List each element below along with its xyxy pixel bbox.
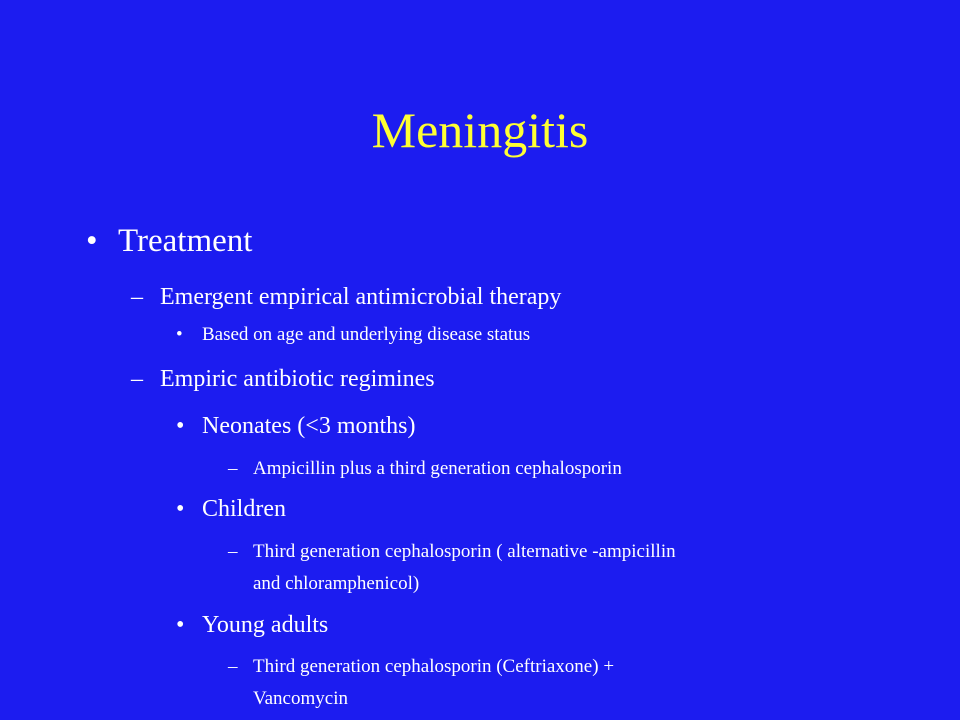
- based-on-item: Based on age and underlying disease status: [202, 324, 531, 345]
- slide-title: Meningitis: [371, 102, 589, 158]
- dash-icon: –: [131, 366, 143, 392]
- neonates-regimen: Ampicillin plus a third generation cephalosporin: [253, 458, 622, 479]
- bullet-icon: •: [176, 324, 183, 345]
- treatment-heading: Treatment: [118, 223, 253, 259]
- emergent-therapy-item: Emergent empirical antimicrobial therapy: [160, 284, 562, 310]
- bullet-icon: •: [176, 496, 185, 522]
- bullet-icon: •: [86, 223, 98, 259]
- young-adults-regimen-line2: Vancomycin: [253, 688, 348, 709]
- young-adults-item: Young adults: [202, 612, 329, 638]
- children-item: Children: [202, 496, 286, 522]
- neonates-item: Neonates (<3 months): [202, 413, 416, 439]
- bullet-icon: •: [176, 413, 185, 439]
- empiric-regimens-item: Empiric antibiotic regimines: [160, 366, 435, 392]
- children-regimen-line1: Third generation cephalosporin ( alternative -ampicillin: [253, 541, 676, 562]
- dash-icon: –: [228, 458, 238, 479]
- dash-icon: –: [228, 541, 238, 562]
- children-regimen-line2: and chloramphenicol): [253, 573, 420, 594]
- dash-icon: –: [131, 284, 143, 310]
- dash-icon: –: [228, 656, 238, 677]
- bullet-icon: •: [176, 612, 185, 638]
- young-adults-regimen-line1: Third generation cephalosporin (Ceftriaxone) +: [253, 656, 615, 677]
